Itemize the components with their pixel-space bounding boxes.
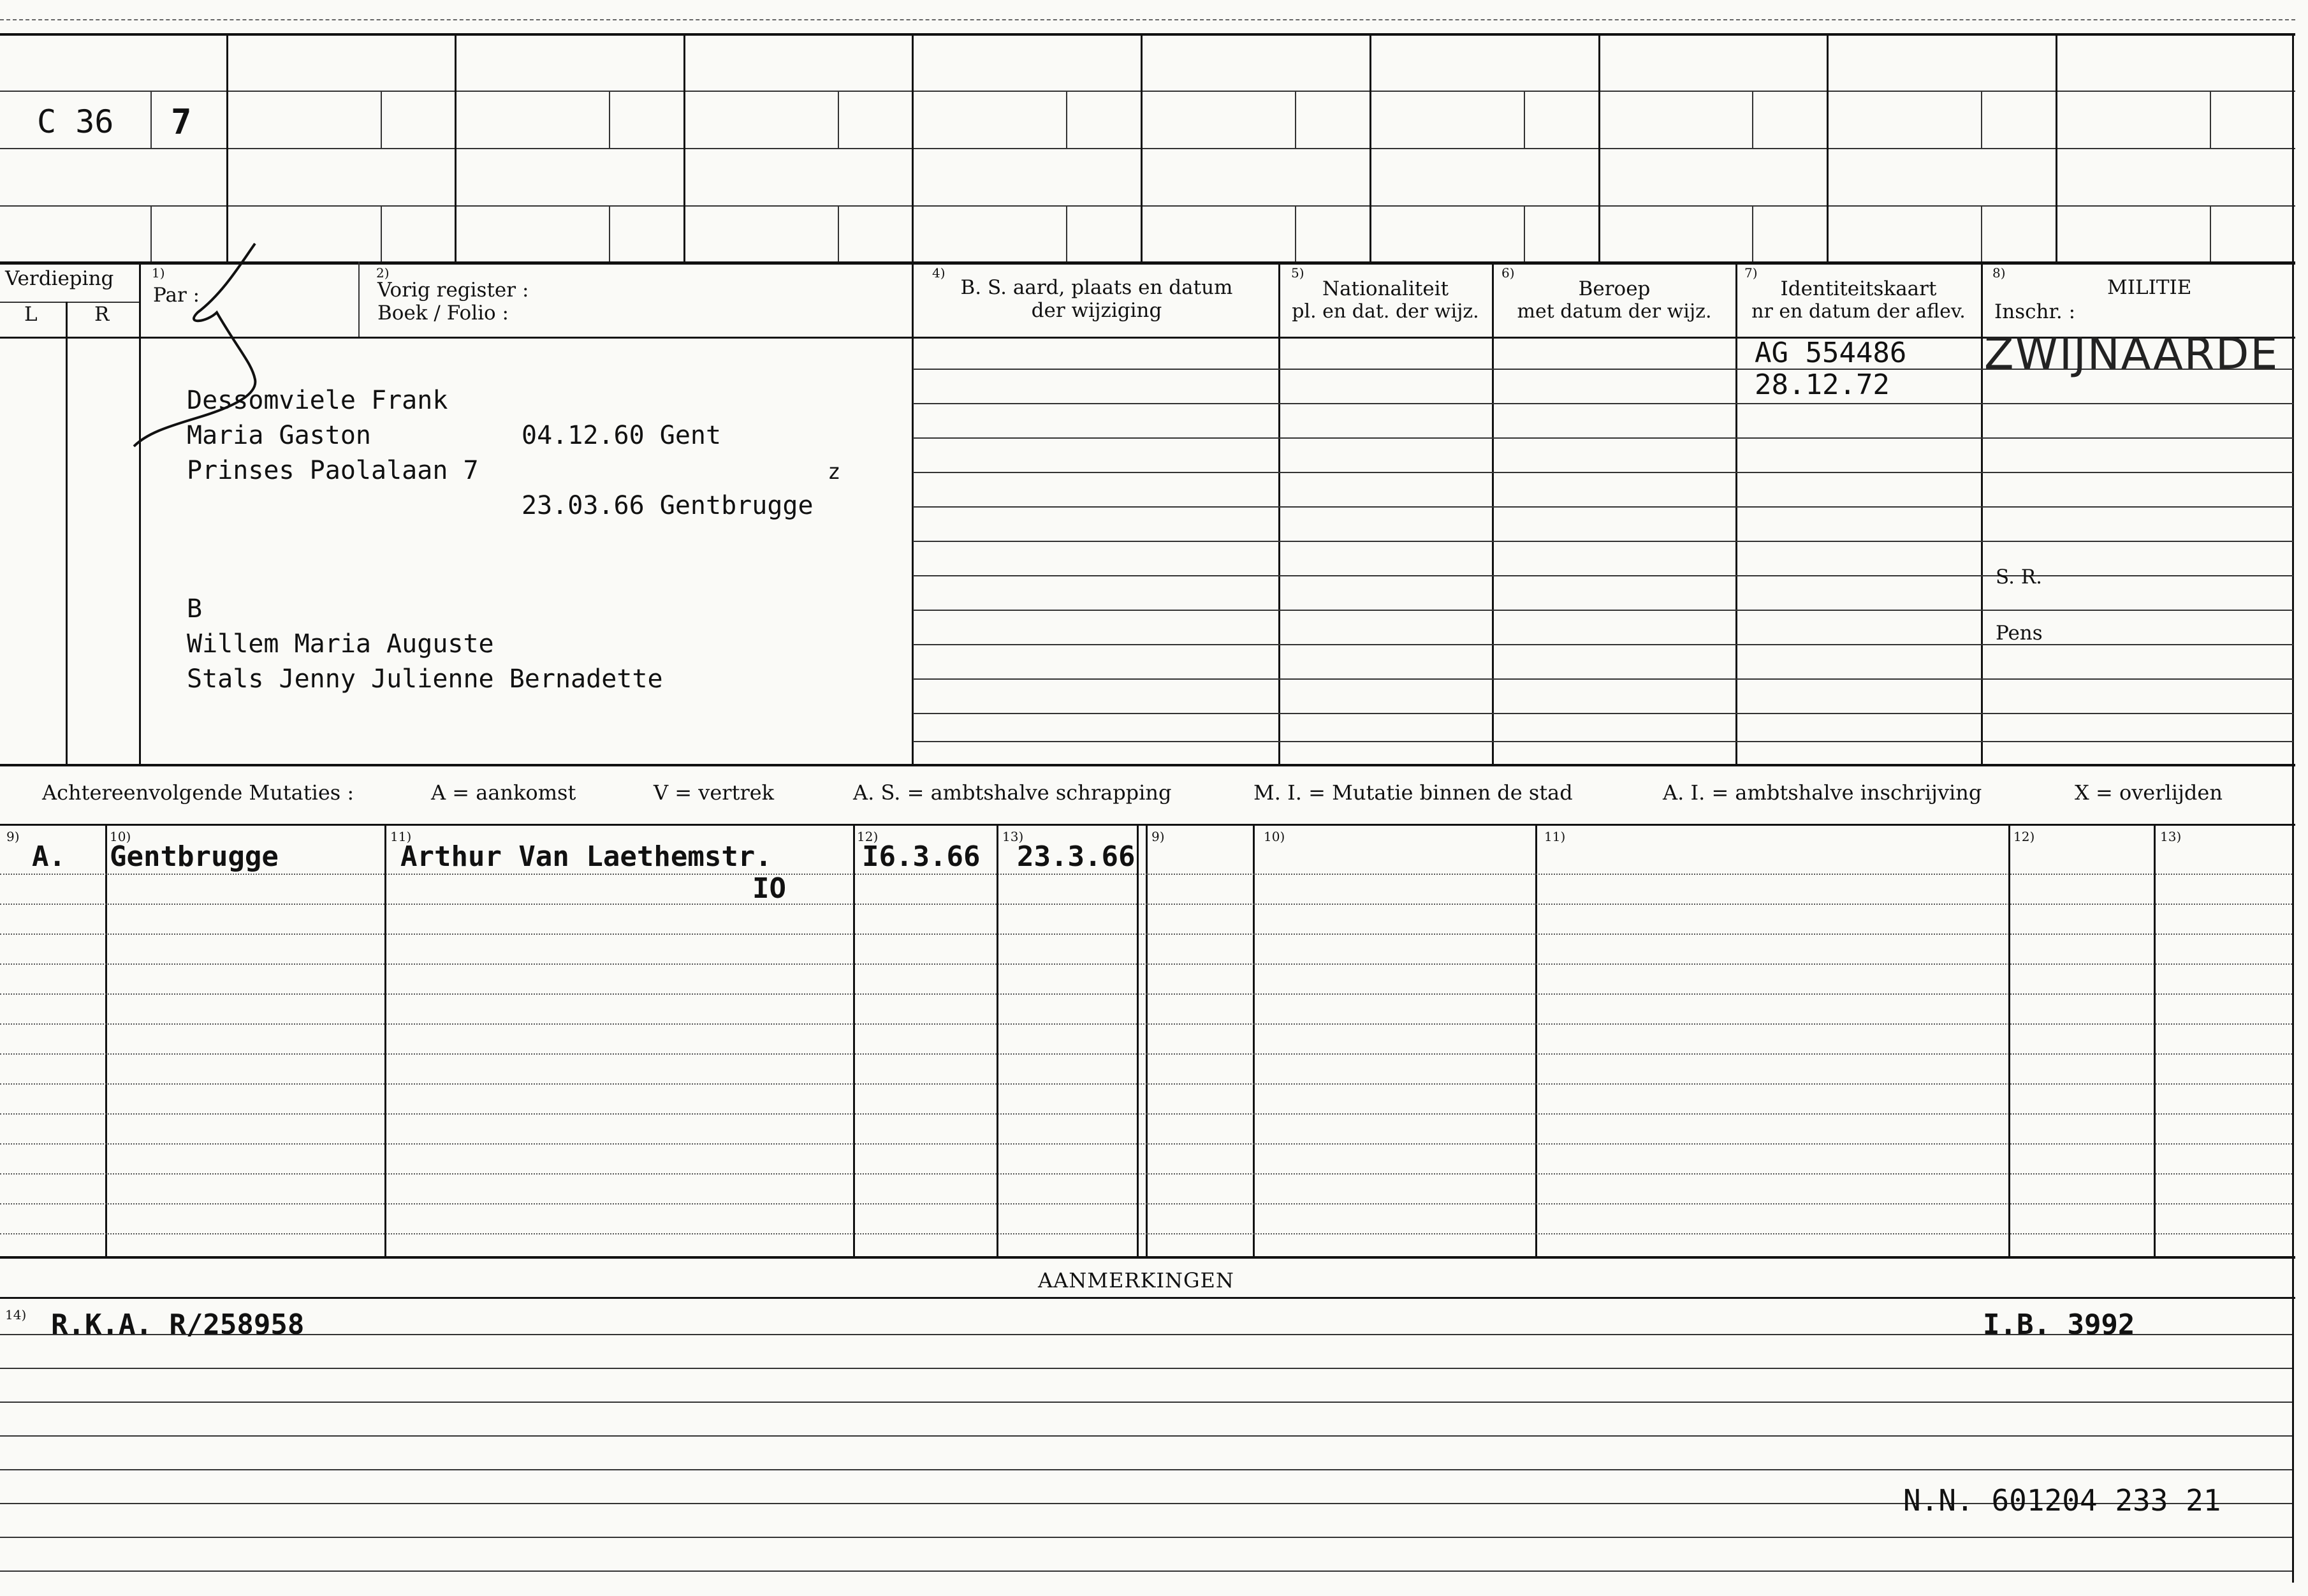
- mutation-street: Arthur Van Laethemstr.: [400, 840, 772, 873]
- remarks-ib: I.B. 3992: [1983, 1308, 2135, 1341]
- col-num-10b: 10): [1264, 829, 1285, 844]
- col-num-10a: 10): [110, 829, 131, 844]
- militie-inschr-label: Inschr. :: [1994, 300, 2076, 323]
- militie-title: MILITIE: [2107, 276, 2192, 299]
- right-label: R: [94, 303, 110, 326]
- left-label: L: [24, 303, 38, 326]
- mutation-house-number: IO: [752, 872, 786, 905]
- person-arrival: 23.03.66 Gentbrugge: [522, 491, 814, 520]
- col-num-9b: 9): [1151, 829, 1165, 844]
- nat-label-line2: pl. en dat. der wijz.: [1292, 300, 1479, 323]
- mutation-place: Gentbrugge: [110, 840, 279, 873]
- militie-stamp: ZWIJNAARDE: [1984, 329, 2279, 379]
- militie-number: 8): [1992, 265, 2006, 281]
- mutation-date-entry: 23.3.66: [1017, 840, 1136, 873]
- vorig-register-label: Vorig register :: [377, 279, 529, 302]
- nat-label-line1: Nationaliteit: [1322, 277, 1449, 300]
- col-num-13a: 13): [1002, 829, 1024, 844]
- remarks-number: 14): [5, 1307, 27, 1322]
- col-num-11a: 11): [390, 829, 412, 844]
- militie-pens-label: Pens: [1996, 622, 2043, 645]
- legend-x: X = overlijden: [2075, 780, 2223, 805]
- remarks-rka: R.K.A. R/258958: [51, 1308, 305, 1341]
- col-num-13b: 13): [2160, 829, 2182, 844]
- parent-father: Willem Maria Auguste: [187, 629, 494, 659]
- id-card-date: 28.12.72: [1755, 369, 1890, 401]
- person-birth: 04.12.60 Gent: [522, 421, 722, 450]
- nat-number: 5): [1291, 265, 1304, 281]
- beroep-label-line1: Beroep: [1578, 277, 1651, 300]
- bs-label-line1: B. S. aard, plaats en datum: [960, 276, 1233, 299]
- person-name-line2: Maria Gaston: [187, 421, 371, 450]
- militie-sr-label: S. R.: [1996, 566, 2043, 589]
- bs-number: 4): [932, 265, 946, 281]
- col-num-9a: 9): [6, 829, 20, 844]
- beroep-label-line2: met datum der wijz.: [1517, 300, 1712, 323]
- par-label: Par :: [153, 284, 200, 307]
- parent-mother: Stals Jenny Julienne Bernadette: [187, 664, 663, 694]
- legend-as: A. S. = ambtshalve schrapping: [853, 780, 1172, 805]
- col-num-12a: 12): [857, 829, 879, 844]
- id-label-line2: nr en datum der aflev.: [1751, 300, 1966, 323]
- boek-folio-label: Boek / Folio :: [377, 302, 509, 325]
- mutation-date-arrival: I6.3.66: [862, 840, 981, 873]
- id-number: 7): [1744, 265, 1758, 281]
- legend-a: A = aankomst: [431, 780, 576, 805]
- legend-v: V = vertrek: [654, 780, 775, 805]
- remarks-title: AANMERKINGEN: [1038, 1268, 1234, 1292]
- person-address: Prinses Paolalaan 7: [187, 456, 479, 485]
- beroep-number: 6): [1501, 265, 1515, 281]
- bs-label-line2: der wijziging: [1031, 299, 1162, 322]
- person-b-mark: B: [187, 594, 203, 624]
- legend-intro: Achtereenvolgende Mutaties :: [42, 780, 354, 805]
- par-number: 1): [152, 265, 165, 281]
- person-name-line1: Dessomviele Frank: [187, 386, 448, 415]
- mutation-type: A.: [32, 840, 66, 873]
- id-label-line1: Identiteitskaart: [1780, 277, 1937, 300]
- verdieping-label: Verdieping: [5, 267, 114, 290]
- id-card-number: AG 554486: [1755, 337, 1907, 369]
- vorig-number: 2): [376, 265, 390, 281]
- remarks-nn: N.N. 601204 233 21: [1903, 1483, 2221, 1518]
- col-num-11b: 11): [1544, 829, 1566, 844]
- register-number: 7: [171, 102, 192, 142]
- person-mark-z: z: [828, 459, 841, 485]
- legend-ai: A. I. = ambtshalve inschrijving: [1663, 780, 1982, 805]
- col-num-12b: 12): [2013, 829, 2035, 844]
- register-code: C 36: [37, 103, 114, 140]
- legend-mi: M. I. = Mutatie binnen de stad: [1253, 780, 1573, 805]
